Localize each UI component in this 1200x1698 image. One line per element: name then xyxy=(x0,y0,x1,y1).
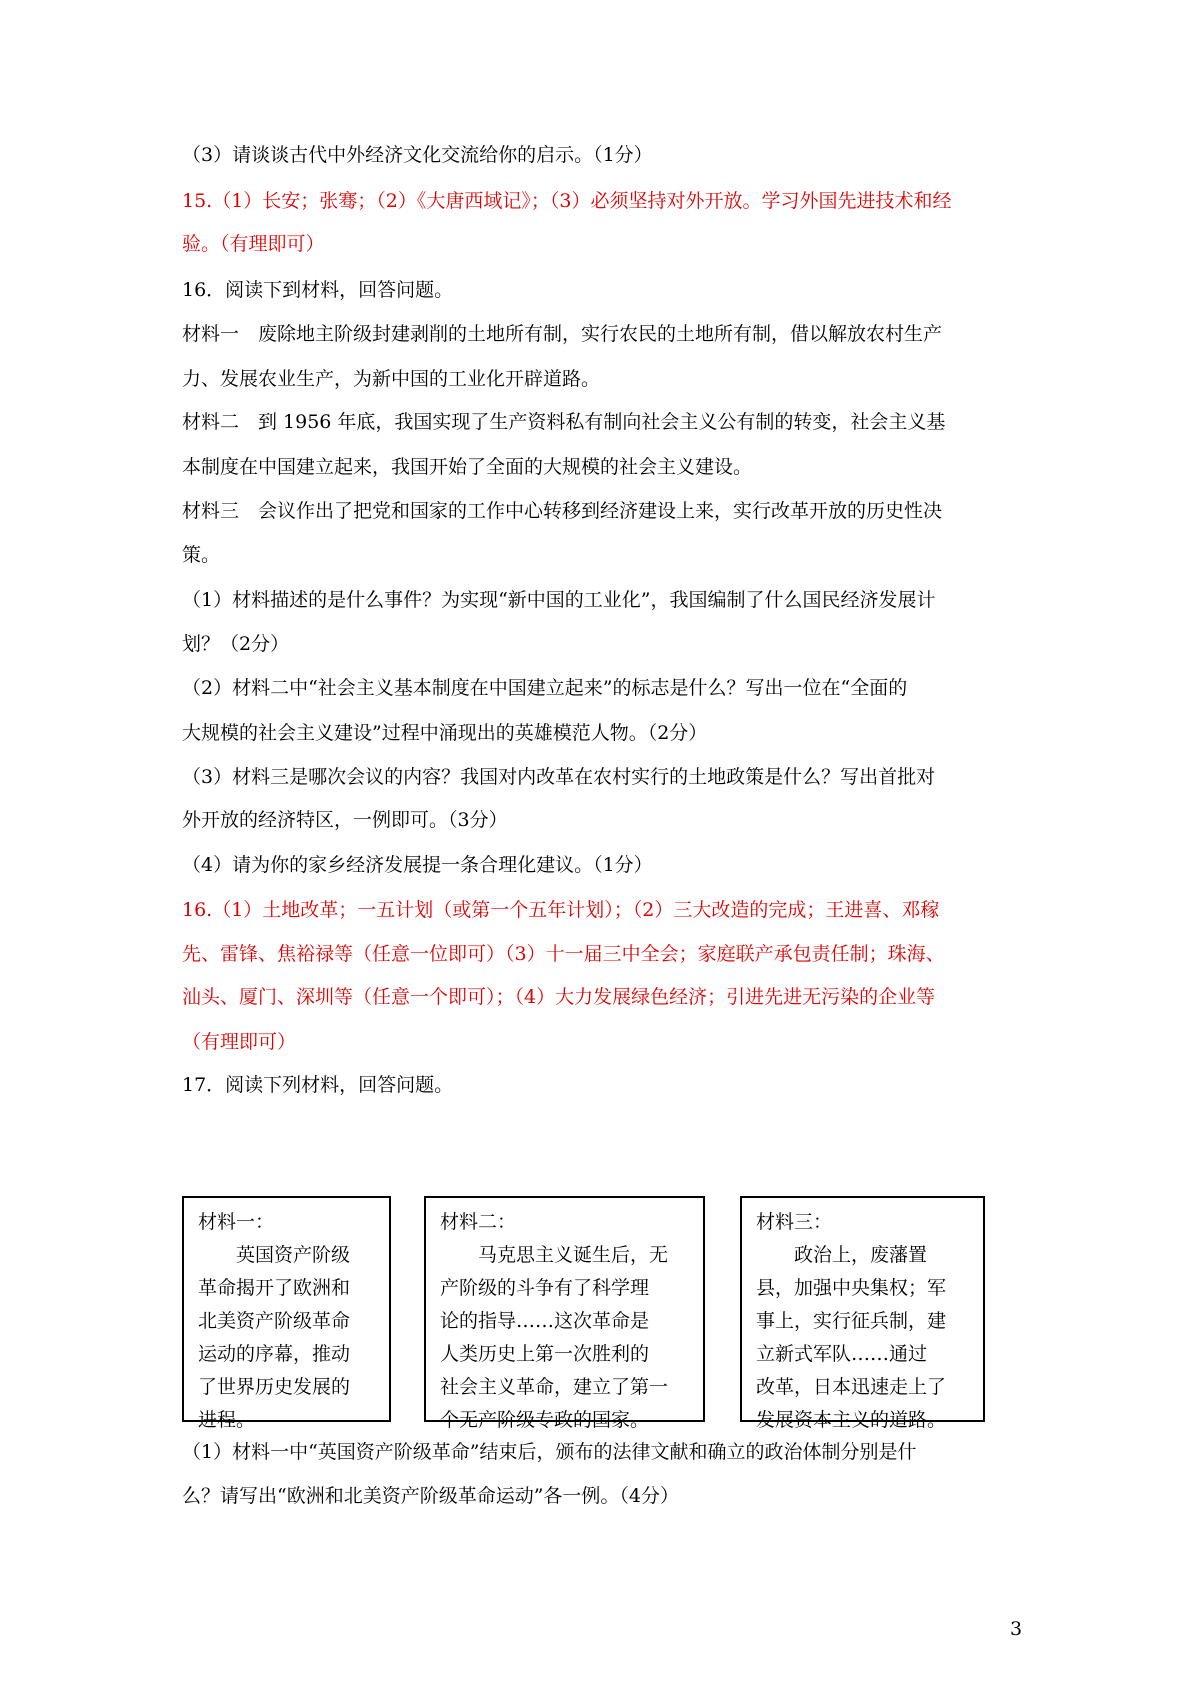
box-line: 革命揭开了欧洲和 xyxy=(198,1277,351,1299)
box-line: 运动的序幕，推动 xyxy=(198,1343,351,1365)
question-16-2-line1: （2）材料二中“社会主义基本制度在中国建立起来”的标志是什么？写出一位在“全面的 xyxy=(182,677,908,699)
box-line: 北美资产阶级革命 xyxy=(198,1310,351,1332)
material-box-1 xyxy=(182,1196,391,1431)
material-1-line2: 力、发展农业生产，为新中国的工业化开辟道路。 xyxy=(182,368,601,390)
box-line: 改革，日本迅速走上了 xyxy=(756,1376,947,1398)
box-line: 人类历史上第一次胜利的 xyxy=(440,1343,650,1365)
answer-16-line1: 16.（1）土地改革；一五计划（或第一个五年计划）；（2）三大改造的完成；王进喜、邓稼 xyxy=(182,899,940,921)
box-line: 进程。 xyxy=(198,1409,256,1431)
material-box-3 xyxy=(740,1196,985,1431)
box-line: 社会主义革命，建立了第一 xyxy=(440,1376,669,1398)
answer-15-line1: 15.（1）长安；张骞；（2）《大唐西域记》；（3）必须坚持对外开放。学习外国先进技术和经 xyxy=(182,190,952,212)
material-2-line1: 材料二 到 1956 年底，我国实现了生产资料私有制向社会主义公有制的转变，社会主义基 xyxy=(182,411,946,433)
box-line: 英国资产阶级 xyxy=(198,1244,351,1266)
box-line: 县，加强中央集权；军 xyxy=(756,1277,947,1299)
material-3-line1: 材料三 会议作出了把党和国家的工作中心转移到经济建设上来，实行改革开放的历史性决 xyxy=(182,500,943,522)
box-line: 政治上，废藩置 xyxy=(756,1244,928,1266)
question-16-2-line2: 大规模的社会主义建设”过程中涌现出的英雄模范人物。（2分） xyxy=(182,722,708,744)
page-number: 3 xyxy=(1010,1618,1023,1640)
question-16-4: （4）请为你的家乡经济发展提一条合理化建议。（1分） xyxy=(182,854,653,876)
question-15-3: （3）请谈谈古代中外经济文化交流给你的启示。（1分） xyxy=(182,144,653,166)
answer-16-line4: （有理即可） xyxy=(182,1031,297,1053)
question-16-title: 16．阅读下到材料，回答问题。 xyxy=(182,279,454,301)
box-line: 材料一： xyxy=(198,1211,275,1233)
box-line: 材料三： xyxy=(756,1211,833,1233)
box-line: 论的指导……这次革命是 xyxy=(440,1310,650,1332)
material-box-2 xyxy=(424,1196,705,1431)
answer-16-line2: 先、雷锋、焦裕禄等（任意一位即可）（3）十一届三中全会；家庭联产承包责任制；珠海、 xyxy=(182,943,945,965)
answer-15-line2: 验。（有理即可） xyxy=(182,233,325,255)
answer-16-line3: 汕头、厦门、深圳等（任意一个即可）；（4）大力发展绿色经济；引进先进无污染的企业等 xyxy=(182,986,936,1008)
question-16-1-line1: （1）材料描述的是什么事件？为实现“新中国的工业化”，我国编制了什么国民经济发展计 xyxy=(182,589,936,611)
question-16-3-line1: （3）材料三是哪次会议的内容？我国对内改革在农村实行的土地政策是什么？写出首批对 xyxy=(182,766,936,788)
box-line: 产阶级的斗争有了科学理 xyxy=(440,1277,650,1299)
box-line: 个无产阶级专政的国家。 xyxy=(440,1409,650,1431)
question-16-1-line2: 划？（2分） xyxy=(182,633,290,655)
box-line: 材料二： xyxy=(440,1211,517,1233)
material-2-line2: 本制度在中国建立起来，我国开始了全面的大规模的社会主义建设。 xyxy=(182,456,753,478)
question-17-1-line2: 么？请写出“欧洲和北美资产阶级革命运动”各一例。（4分） xyxy=(182,1485,680,1507)
question-16-3-line2: 外开放的经济特区，一例即可。（3分） xyxy=(182,809,508,831)
box-line: 发展资本主义的道路。 xyxy=(756,1409,947,1431)
box-line: 了世界历史发展的 xyxy=(198,1376,351,1398)
material-3-line2: 策。 xyxy=(182,544,221,566)
question-17-title: 17．阅读下列材料，回答问题。 xyxy=(182,1074,454,1096)
material-1-line1: 材料一 废除地主阶级封建剥削的土地所有制，实行农民的土地所有制，借以解放农村生产 xyxy=(182,323,943,345)
box-line: 立新式军队……通过 xyxy=(756,1343,928,1365)
box-line: 事上，实行征兵制，建 xyxy=(756,1310,947,1332)
box-line: 马克思主义诞生后，无 xyxy=(440,1244,669,1266)
question-17-1-line1: （1）材料一中“英国资产阶级革命”结束后，颁布的法律文献和确立的政治体制分别是什 xyxy=(182,1441,917,1463)
